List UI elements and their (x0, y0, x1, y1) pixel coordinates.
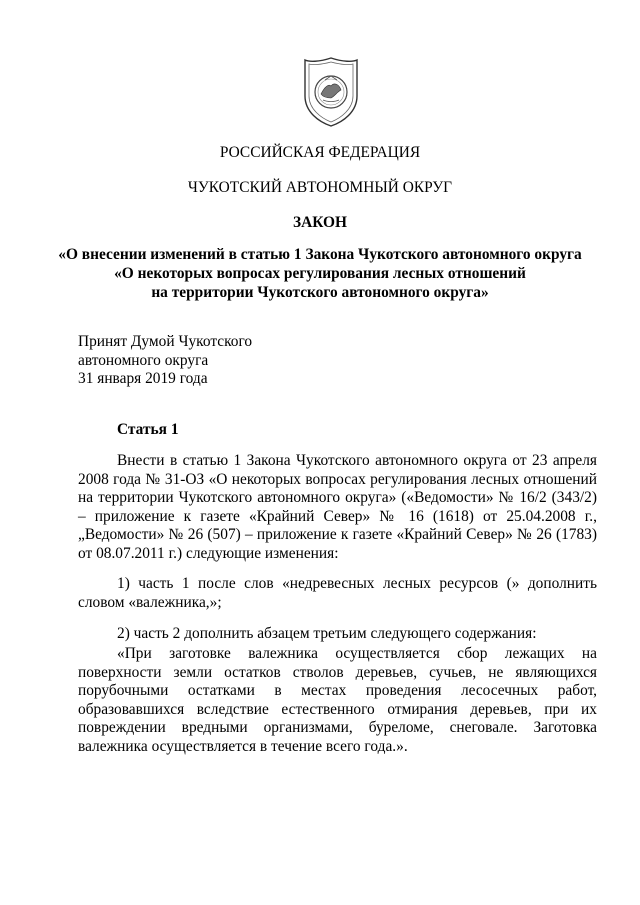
adoption-line: Принят Думой Чукотского (78, 333, 253, 350)
amendment-item-2-text: «При заготовке валежника осуществляется сбор лежащих на поверхности земли остатков стволов деревьев, сучьев, не являющихся порубочными остатками в местах проведения лесосечных работ, образовавшихся вследствие естественного отмирания деревьев, при их повреждении вредными организмами, буреломе, снеговале. Заготовка валежника осуществляется в течение всего года.». (78, 645, 597, 755)
amendment-item-1: 1) часть 1 после слов «недревесных лесных ресурсов (» дополнить словом «валежника,»; (78, 575, 597, 611)
law-title-line: на территории Чукотского автономного округа» (151, 284, 489, 301)
adoption-date: 31 января 2019 года (78, 370, 208, 388)
document-type-heading: ЗАКОН (293, 214, 347, 231)
amendment-item-2: 2) часть 2 дополнить абзацем третьим следующего содержания: (117, 625, 537, 642)
adoption-info (78, 333, 252, 389)
article-title: Статья 1 (117, 421, 179, 438)
country-heading: РОССИЙСКАЯ ФЕДЕРАЦИЯ (219, 144, 421, 161)
law-title-line: «О некоторых вопросах регулирования лесных отношений (114, 265, 526, 282)
article-intro-paragraph: Внести в статью 1 Закона Чукотского автономного округа от 23 апреля 2008 года № 31-ОЗ «О некоторых вопросах регулирования лесных отношений на территории Чукотского автономного округа» («Ведомости» № 16/2 (343/2) – приложение к газете «Крайний Север» № 16 (1618) от 25.04.2008 г., „Ведомости» № 26 (507) – приложение к газете «Крайний Север» № 26 (1783) от 08.07.2011 г.) следующие изменения: (78, 452, 597, 562)
law-title-line: «О внесении изменений в статью 1 Закона Чукотского автономного округа (58, 246, 582, 263)
region-heading: ЧУКОТСКИЙ АВТОНОМНЫЙ ОКРУГ (187, 179, 453, 196)
adoption-line: автономного округа (78, 351, 209, 369)
coat-of-arms-emblem (301, 56, 361, 128)
law-title (0, 245, 640, 302)
